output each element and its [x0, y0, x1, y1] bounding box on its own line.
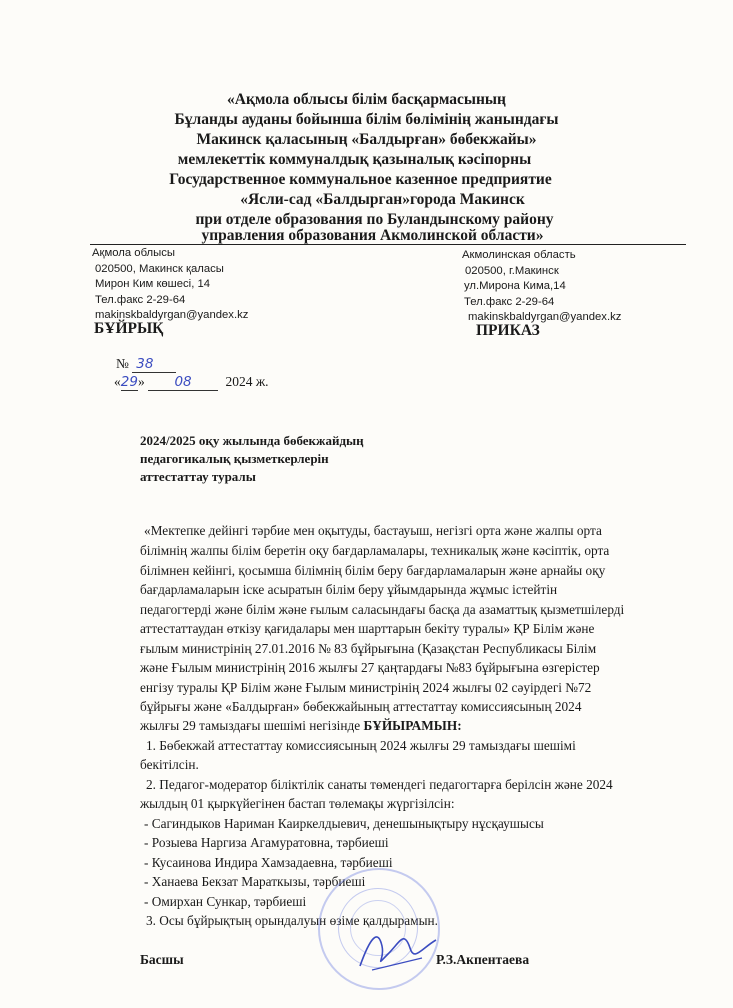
subject-line: педагогикалық қызметкерлерін — [140, 451, 329, 466]
address-line: ул.Мирона Кима,14 — [464, 280, 566, 292]
preamble-line: және Ғылым министрінің 2016 жылғы 27 қаңтардағы №83 бұйрығына өзгерістер — [140, 660, 600, 675]
address-line: Акмолинская область — [462, 249, 576, 261]
list-item: - Сагиндыков Нариман Каиркелдыевич, денешынықтыру нұсқаушысы — [144, 816, 544, 831]
header-line: Макинск қаласының «Балдырған» бөбекжайы» — [196, 131, 537, 148]
number-prefix: № — [116, 356, 129, 371]
header-line: мемлекеттік коммуналдық қазыналық кәсіпорны — [177, 151, 532, 168]
preamble-text: жылғы 29 тамыздағы шешімі негізінде — [140, 718, 364, 733]
order-date — [114, 374, 269, 391]
address-line: Ақмола облысы — [92, 247, 176, 259]
order-year: 2024 ж. — [225, 374, 269, 389]
list-item: - Омирхан Сункар, тәрбиеші — [144, 894, 307, 909]
preamble-line: енгізу туралы ҚР Білім және Ғылым министрінің 2024 жылғы 02 сәуірдегі №72 — [140, 680, 592, 695]
address-line: 020500, Макинск қаласы — [95, 262, 224, 275]
date-quote-open: « — [114, 374, 121, 389]
header-line: при отделе образования по Буландынскому району — [195, 211, 554, 228]
header-line: Бұланды ауданы бойынша білім бөлімінің жанындағы — [174, 111, 559, 128]
order-day: 29 — [120, 374, 138, 390]
item-1-line: бекітілсін. — [140, 757, 199, 772]
signature-icon — [352, 918, 442, 978]
address-line: Тел.факс 2-29-64 — [95, 293, 186, 306]
preamble-line: аттестаттаудан өткізу қағидалары мен шарттарын бекіту туралы» ҚР Білім және — [140, 621, 595, 636]
doc-type-kz: БҰЙРЫҚ — [94, 320, 164, 337]
header-divider — [90, 244, 686, 245]
signer-title: Басшы — [140, 952, 184, 967]
address-left — [92, 246, 248, 324]
header-line: Государственное коммунальное казенное предприятие — [169, 171, 552, 188]
preamble-line: білімнің жалпы білім беретін оқу бағдарламалары, техникалық және кәсіптік, орта — [140, 543, 610, 558]
preamble-line: ғылым министрінің 27.01.2016 № 83 бұйрығына (Қазақстан Республикасы Білім — [140, 641, 597, 656]
order-command: БҰЙЫРАМЫН: — [363, 718, 462, 733]
item-1-line: 1. Бөбекжай аттестаттау комиссиясының 2024 жылғы 29 тамыздағы шешімі — [146, 738, 576, 753]
header-line: «Ясли-сад «Балдырган»города Макинск — [240, 191, 525, 208]
preamble-line: «Мектепке дейінгі тәрбие мен оқытуды, бастауыш, негізгі орта және жалпы орта — [144, 523, 602, 538]
doc-type-ru: ПРИКАЗ — [476, 322, 540, 339]
subject-line: аттестаттау туралы — [140, 469, 256, 484]
address-line: makinskbaldyrgan@yandex.kz — [95, 309, 249, 321]
order-number-value: 38 — [132, 356, 176, 373]
address-line: 020500, г.Макинск — [465, 264, 559, 277]
item-2-line: жылдың 01 қыркүйегінен бастап төлемақы жүргізілсін: — [140, 796, 455, 811]
list-item: - Кусаинова Индира Хамзадаевна, тәрбиеші — [144, 855, 393, 870]
order-month: 08 — [148, 374, 218, 391]
address-line: makinskbaldyrgan@yandex.kz — [468, 311, 622, 323]
signer-name: Р.З.Акпентаева — [436, 952, 530, 967]
header-line: «Ақмола облысы білім басқармасының — [227, 91, 506, 108]
address-right — [462, 248, 621, 326]
item-2-line: 2. Педагог-модератор біліктілік санаты төмендегі педагогтарға берілсін және 2024 — [146, 777, 613, 792]
address-line: Мирон Ким көшесі, 14 — [95, 278, 211, 290]
header-line: управления образования Акмолинской области» — [201, 227, 544, 244]
order-subject — [140, 432, 364, 486]
preamble-line: білімнен кейінгі, қосымша білімнің білім беру бағдарламаларын және арнайы оқу — [140, 563, 606, 578]
preamble-line: бұйрығы және «Балдырған» бөбекжайының аттестаттау комиссиясының 2024 — [140, 699, 582, 714]
item-3: 3. Осы бұйрықтың орындалуын өзіме қалдырамын. — [146, 913, 438, 928]
preamble-line: педагогтерді және білім және ғылым саласындағы басқа да азаматтық қызметшілерді — [140, 602, 625, 617]
date-quote-close: » — [137, 374, 145, 389]
list-item: - Ханаева Бекзат Мараткызы, тәрбиеші — [144, 874, 366, 889]
order-number — [116, 356, 176, 373]
address-line: Тел.факс 2-29-64 — [464, 295, 555, 308]
list-item: - Розыева Наргиза Агамуратовна, тәрбиеші — [144, 835, 389, 850]
preamble-last-line — [140, 716, 462, 736]
subject-line: 2024/2025 оқу жылында бөбекжайдың — [140, 433, 364, 448]
preamble-line: бағдарламаларын іске асыратын білім беру ұйымдарында жұмыс істейтін — [140, 582, 558, 597]
